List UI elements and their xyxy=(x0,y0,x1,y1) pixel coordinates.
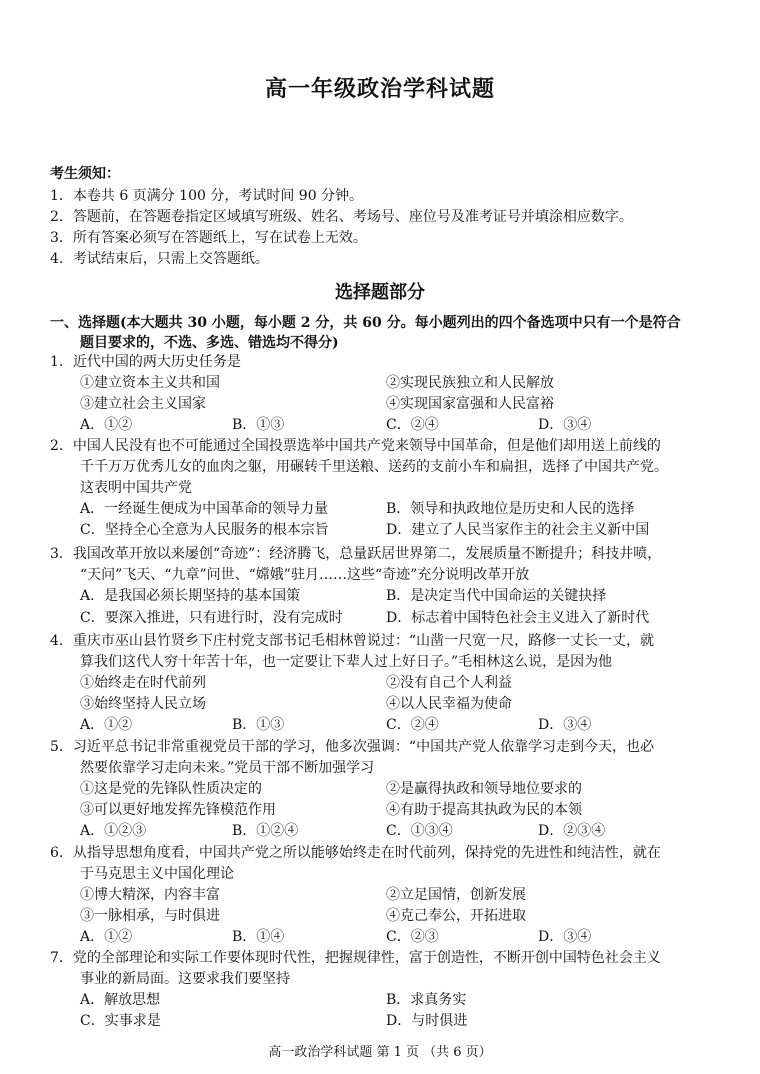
section-title: 选择题部分 xyxy=(335,282,425,303)
question-4-statement: ②没有自己个人利益 xyxy=(386,675,512,691)
question-4-option-c: C．②④ xyxy=(386,717,439,733)
question-1-option-b: B．①③ xyxy=(232,417,285,433)
question-1-option-d: D．③④ xyxy=(538,417,592,433)
question-2-stem: 千千万万优秀儿女的血肉之躯，用碾转千里送粮、送药的支前小车和扁担，选择了中国共产党。 xyxy=(80,459,668,475)
notice-item: 2．答题前，在答题卷指定区域填写班级、姓名、考场号、座位号及准考证号并填涂相应数字。 xyxy=(50,209,633,225)
question-6-stem: 6．从指导思想角度看，中国共产党之所以能够始终走在时代前列，保持党的先进性和纯洁性，就在 xyxy=(50,845,661,861)
question-7-option-d: D．与时俱进 xyxy=(386,1013,468,1029)
question-1-option-a: A．①② xyxy=(80,417,133,433)
notice-item: 3．所有答案必须写在答题纸上，写在试卷上无效。 xyxy=(50,230,367,246)
notice-heading: 考生须知： xyxy=(50,166,120,182)
question-1-stem: 1．近代中国的两大历史任务是 xyxy=(50,354,241,370)
question-5-statement: ④有助于提高其执政为民的本领 xyxy=(386,802,582,818)
question-2-option-c: C．坚持全心全意为人民服务的根本宗旨 xyxy=(80,522,329,538)
question-2-option-d: D．建立了人民当家作主的社会主义新中国 xyxy=(386,522,650,538)
question-6-option-b: B．①④ xyxy=(232,929,285,945)
instructions-line: 一、选择题(本大题共 30 小题，每小题 2 分，共 60 分。每小题列出的四个备选项中只有一个是符合 xyxy=(50,315,681,331)
question-5-statement: ②是赢得执政和领导地位要求的 xyxy=(386,781,582,797)
question-5-option-c: C．①③④ xyxy=(386,823,453,839)
page-title: 高一年级政治学科试题 xyxy=(264,76,495,102)
question-4-stem: 4．重庆市巫山县竹贤乡下庄村党支部书记毛相林曾说过：“山凿一尺宽一尺，路修一丈长一丈，就 xyxy=(50,633,655,649)
question-1-option-c: C．②④ xyxy=(386,417,439,433)
question-5-option-a: A．①②③ xyxy=(80,823,147,839)
question-7-option-a: A．解放思想 xyxy=(80,992,161,1008)
question-6-statement: ③一脉相承，与时俱进 xyxy=(80,908,220,924)
question-5-statement: ③可以更好地发挥先锋模范作用 xyxy=(80,802,276,818)
question-7-option-b: B．求真务实 xyxy=(386,992,467,1008)
question-3-stem: 3．我国改革开放以来屡创“奇迹”：经济腾飞，总量跃居世界第二，发展质量不断提升；科技井喷， xyxy=(50,546,662,562)
question-4-option-b: B．①③ xyxy=(232,717,285,733)
question-7-option-c: C．实事求是 xyxy=(80,1013,161,1029)
question-6-statement: ④克己奉公，开拓进取 xyxy=(386,908,526,924)
question-3-option-c: C．要深入推进，只有进行时，没有完成时 xyxy=(80,610,343,626)
instructions-line: 题目要求的，不选、多选、错选均不得分) xyxy=(80,335,339,351)
question-3-option-d: D．标志着中国特色社会主义进入了新时代 xyxy=(386,610,650,626)
question-2-option-a: A．一经诞生便成为中国革命的领导力量 xyxy=(80,501,329,517)
question-4-statement: ①始终走在时代前列 xyxy=(80,675,206,691)
question-6-statement: ①博大精深，内容丰富 xyxy=(80,887,220,903)
question-2-option-b: B．领导和执政地位是历史和人民的选择 xyxy=(386,501,635,517)
question-3-option-b: B．是决定当代中国命运的关键抉择 xyxy=(386,588,607,604)
notice-item: 4．考试结束后，只需上交答题纸。 xyxy=(50,251,269,267)
question-4-option-d: D．③④ xyxy=(538,717,592,733)
question-4-stem: 算我们这代人穷十年苦十年，也一定要让下辈人过上好日子。”毛相林这么说，是因为他 xyxy=(80,654,613,670)
question-2-stem: 2．中国人民没有也不可能通过全国投票选举中国共产党来领导中国革命，但是他们却用送上前线的 xyxy=(50,438,661,454)
question-5-option-d: D．②③④ xyxy=(538,823,606,839)
question-6-option-a: A．①② xyxy=(80,929,133,945)
question-4-option-a: A．①② xyxy=(80,717,133,733)
question-3-stem: “天问”飞天、“九章”问世、“嫦娥”驻月……这些“奇迹”充分说明改革开放 xyxy=(80,567,530,583)
question-5-statement: ①这是党的先锋队性质决定的 xyxy=(80,781,262,797)
question-7-stem: 事业的新局面。这要求我们要坚持 xyxy=(80,971,290,987)
question-6-option-d: D．③④ xyxy=(538,929,592,945)
question-1-statement: ④实现国家富强和人民富裕 xyxy=(386,396,554,412)
question-6-stem: 于马克思主义中国化理论 xyxy=(80,866,234,882)
question-1-statement: ②实现民族独立和人民解放 xyxy=(386,375,554,391)
question-3-option-a: A．是我国必须长期坚持的基本国策 xyxy=(80,588,301,604)
question-1-statement: ①建立资本主义共和国 xyxy=(80,375,220,391)
question-5-option-b: B．①②④ xyxy=(232,823,299,839)
question-6-statement: ②立足国情，创新发展 xyxy=(386,887,526,903)
question-4-statement: ④以人民幸福为使命 xyxy=(386,696,512,712)
page-footer: 高一政治学科试题 第 1 页 （共 6 页） xyxy=(268,1045,492,1060)
question-7-stem: 7．党的全部理论和实际工作要体现时代性，把握规律性，富于创造性，不断开创中国特色社会主义 xyxy=(50,950,661,966)
notice-item: 1．本卷共 6 页满分 100 分，考试时间 90 分钟。 xyxy=(50,188,364,204)
question-5-stem: 5．习近平总书记非常重视党员干部的学习，他多次强调：“中国共产党人依靠学习走到今天，也必 xyxy=(50,739,655,755)
question-6-option-c: C．②③ xyxy=(386,929,439,945)
question-4-statement: ③始终坚持人民立场 xyxy=(80,696,206,712)
question-2-stem: 这表明中国共产党 xyxy=(80,480,192,496)
question-1-statement: ③建立社会主义国家 xyxy=(80,396,206,412)
question-5-stem: 然要依靠学习走向未来。”党员干部不断加强学习 xyxy=(80,760,375,776)
